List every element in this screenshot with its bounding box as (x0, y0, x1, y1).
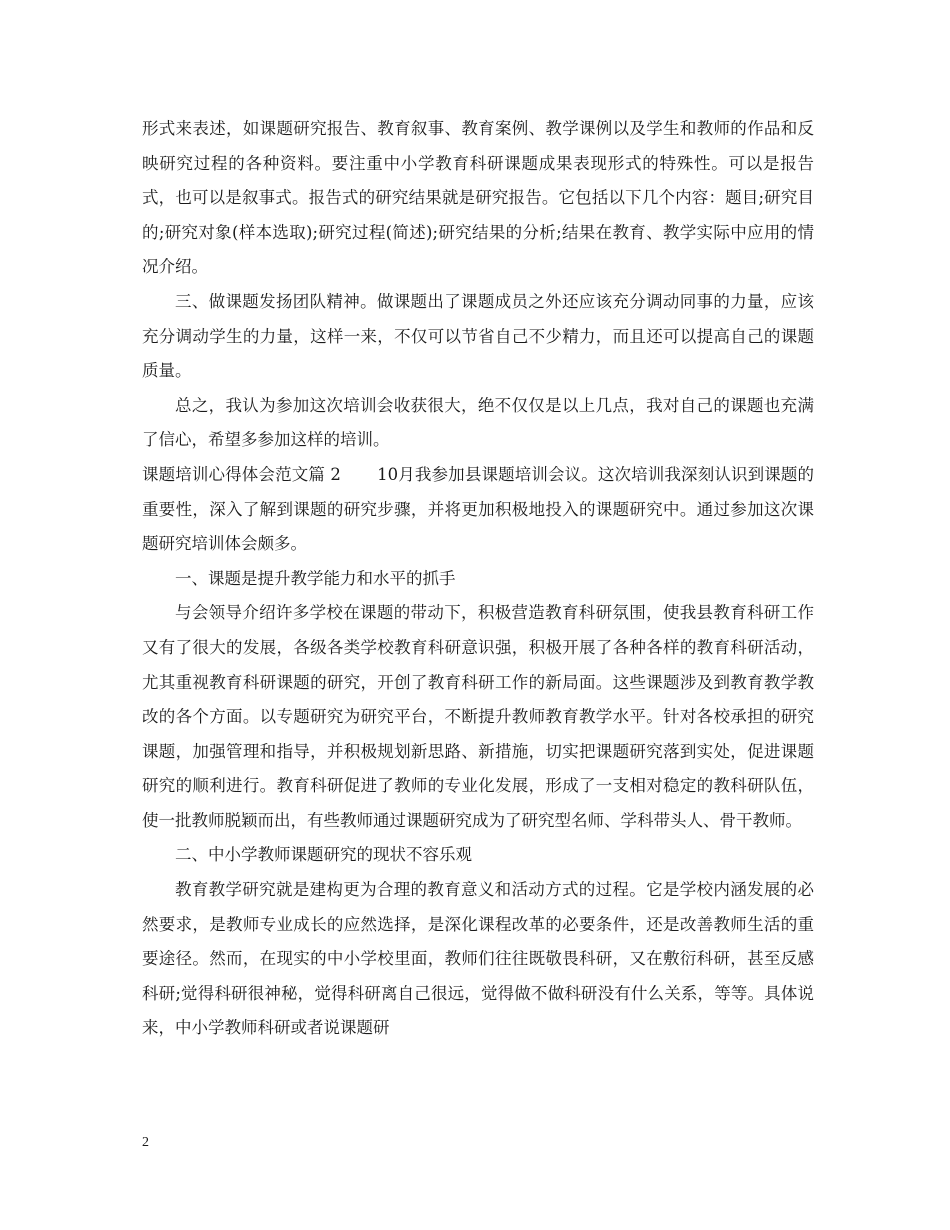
section-heading-1: 一、课题是提升教学能力和水平的抓手 (175, 568, 456, 588)
paragraph-continuation: 形式来表述，如课题研究报告、教育叙事、教育案例、教学课例以及学生和教师的作品和反映研究过程的各种资料。要注重中小学教育科研课题成果表现形式的特殊性。可以是报告式，也可以是叙事式。报告式的研究结果就是研究报告。它包括以下几个内容：题目;研究目的;研究对象(样本选取);研究过程(简述);研究结果的分析;结果在教育、教学实际中应用的情况介绍。 (142, 119, 814, 277)
paragraph-team-spirit: 三、做课题发扬团队精神。做课题出了课题成员之外还应该充分调动同事的力量，应该充分调动学生的力量，这样一来，不仅可以节省自己不少精力，而且还可以提高自己的课题质量。 (142, 291, 814, 381)
document-body (142, 112, 814, 1046)
paragraph-section-1-body: 与会领导介绍许多学校在课题的带动下，积极营造教育科研氛围，使我县教育科研工作又有了很大的发展，各级各类学校教育科研意识强，积极开展了各种各样的教育科研活动，尤其重视教育科研课题的研究，开创了教育科研工作的新局面。这些课题涉及到教育教学教改的各个方面。以专题研究为研究平台，不断提升教师教育教学水平。针对各校承担的研究课题，加强管理和指导，并积极规划新思路、新措施，切实把课题研究落到实处，促进课题研究的顺利进行。教育科研促进了教师的专业化发展，形成了一支相对稳定的教科研队伍，使一批教师脱颖而出，有些教师通过课题研究成为了研究型名师、学科带头人、骨干教师。 (142, 603, 814, 830)
article-heading: 课题培训心得体会范文篇 2 (142, 464, 341, 484)
paragraph-section-2-body: 教育教学研究就是建构更为合理的教育意义和活动方式的过程。它是学校内涵发展的必然要求，是教师专业成长的应然选择，是深化课程改革的必要条件，还是改善教师生活的重要途径。然而，在现实的中小学校里面，教师们往往既敬畏科研，又在敷衍科研，甚至反感科研;觉得科研很神秘，觉得科研离自己很远，觉得做不做科研没有什么关系，等等。具体说来，中小学教师科研或者说课题研 (142, 880, 814, 1038)
paragraph-article-2-intro (142, 458, 814, 562)
article-intro-text: 10月我参加县课题培训会议。这次培训我深刻认识到课题的重要性，深入了解到课题的研究步骤，并将更加积极地投入的课题研究中。通过参加这次课题研究培训体会颇多。 (142, 464, 814, 554)
page-number: 2 (142, 1135, 149, 1150)
section-heading-2: 二、中小学教师课题研究的现状不容乐观 (175, 845, 472, 865)
paragraph-conclusion: 总之，我认为参加这次培训会收获很大，绝不仅仅是以上几点，我对自己的课题也充满了信心，希望多参加这样的培训。 (142, 395, 814, 450)
